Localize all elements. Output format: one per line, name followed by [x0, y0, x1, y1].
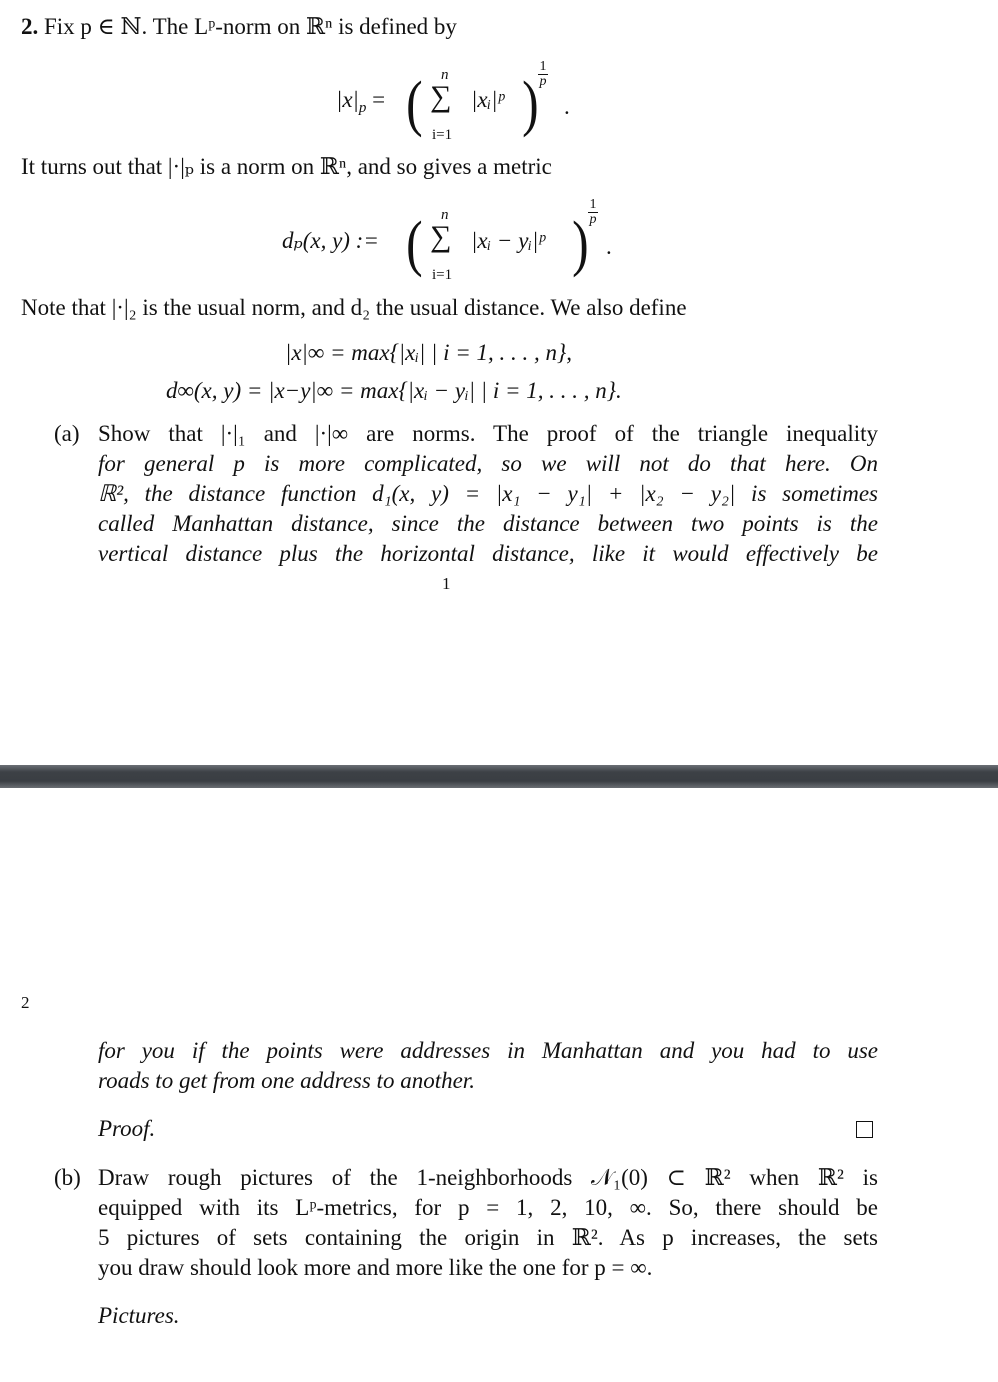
- page-number-1: 1: [442, 574, 451, 593]
- intro-text: Fix p ∈ ℕ. The Lᵖ-norm on ℝⁿ is defined by: [44, 14, 457, 39]
- proof-label: Proof.: [98, 1116, 156, 1141]
- part-b-line-4: you draw should look more and more like the one for p = ∞.: [98, 1255, 653, 1280]
- problem-intro: [21, 14, 457, 40]
- page-divider: [0, 765, 998, 788]
- part-a-line-5: vertical distance plus the horizontal distance, like it would effectively be: [98, 541, 878, 566]
- part-b-line-1: Draw rough pictures of the 1-neighborhoods 𝒩₁(0) ⊂ ℝ² when ℝ² is: [98, 1165, 878, 1190]
- page-number-2: 2: [21, 993, 30, 1012]
- part-b-line-2: equipped with its Lᵖ-metrics, for p = 1, 2, 10, ∞. So, there should be: [98, 1195, 878, 1220]
- equation-inf-norm: |x|∞ = max{|xᵢ| | i = 1, . . . , n},: [285, 340, 572, 365]
- qed-box-icon: [856, 1121, 873, 1138]
- equation-inf-metric: d∞(x, y) = |x−y|∞ = max{|xᵢ − yᵢ| | i = 1, . . . , n}.: [166, 378, 622, 403]
- part-a-line-2: for general p is more complicated, so we will not do that here. On: [98, 451, 878, 476]
- metric-sentence: It turns out that |·|ₚ is a norm on ℝⁿ, and so gives a metric: [21, 154, 552, 179]
- part-a-line-1: Show that |·|₁ and |·|∞ are norms. The proof of the triangle inequality: [98, 421, 878, 446]
- pictures-label: Pictures.: [98, 1303, 180, 1328]
- cont-line-2: roads to get from one address to another.: [98, 1068, 475, 1093]
- usual-norm-sentence: Note that |·|₂ is the usual norm, and d₂ the usual distance. We also define: [21, 295, 687, 320]
- part-b-line-3: 5 pictures of sets containing the origin in ℝ². As p increases, the sets: [98, 1225, 878, 1250]
- cont-line-1: for you if the points were addresses in Manhattan and you had to use: [98, 1038, 878, 1063]
- part-a-line-4: called Manhattan distance, since the distance between two points is the: [98, 511, 878, 536]
- part-a-line-3: ℝ², the distance function d₁(x, y) = |x₁ − y₁| + |x₂ − y₂| is sometimes: [98, 481, 878, 506]
- part-b-label: (b): [54, 1165, 81, 1190]
- problem-number: 2.: [21, 14, 39, 39]
- part-a-label: (a): [54, 421, 80, 446]
